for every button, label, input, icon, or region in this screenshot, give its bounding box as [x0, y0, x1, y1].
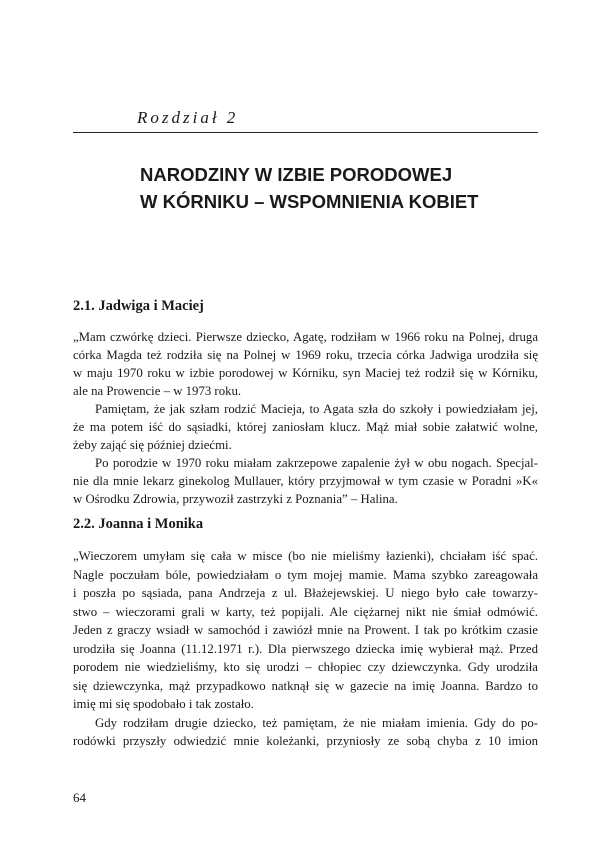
body-line: nie dla mnie lekarz ginekolog Mullauer, który przyjmował w tym czasie w Poradni »K«: [73, 474, 538, 488]
body-line: Po porodzie w 1970 roku miałam zakrzepowe zapalenie żył w obu nogach. Specjal-: [95, 456, 538, 470]
body-line: Pamiętam, że jak szłam rodzić Macieja, to Agata szła do szkoły i powiedziałam jej,: [95, 402, 538, 416]
body-line: rodówki przyszły odwiedzić mnie koleżanki, przyniosły ze sobą chyba z 10 imion: [73, 734, 538, 748]
body-line: stwo – wieczorami grali w karty, też popijali. Ale ciężarnej nikt nie śmiał odmówić.: [73, 604, 538, 619]
body-line: „Wieczorem umyłam się cała w misce (bo nie mieliśmy łazienki), chciałam iść spać.: [73, 549, 538, 563]
chapter-divider: [73, 132, 538, 133]
body-line: córka Magda też rodziła się na Polnej w 1969 roku, trzecia córka Jadwiga urodziła się: [73, 348, 538, 362]
section-heading-2-1: 2.1. Jadwiga i Maciej: [73, 298, 204, 314]
chapter-label: Rozdział 2: [137, 108, 239, 127]
body-line: i poszła po sąsiada, pana Andrzeja z ul. Błażejewskiej. U niego było całe towarzy-: [73, 586, 538, 600]
section-heading-2-2: 2.2. Joanna i Monika: [73, 516, 204, 532]
body-line: żeby zająć się później dziećmi.: [73, 438, 232, 452]
body-line: w maju 1970 roku w izbie porodowej w Kórniku, syn Maciej też rodził się w Kórniku,: [73, 366, 538, 380]
body-line: porodem nie wiedzieliśmy, kto się urodzi – chłopiec czy dziewczynka. Gdy urodziła: [73, 660, 538, 674]
body-line: się dziewczynka, mąż przypadkowo natknął się w gazecie na imię Joanna. Bardzo to: [73, 678, 538, 693]
body-line: „Mam czwórkę dzieci. Pierwsze dziecko, Agatę, rodziłam w 1966 roku na Polnej, druga: [73, 330, 538, 344]
page-number: 64: [73, 790, 86, 805]
chapter-title: [140, 161, 478, 215]
body-line: urodziła się Joanna (11.12.1971 r.). Dla pierwszego dziecka imię wybierał mąż. Przed: [73, 641, 538, 656]
body-line: w Ośrodku Zdrowia, przywoził zastrzyki z Poznania” – Halina.: [73, 492, 398, 506]
body-line: imię mi się spodobało i tak zostało.: [73, 697, 254, 711]
chapter-title-line-2: W KÓRNIKU – WSPOMNIENIA KOBIET: [140, 191, 479, 212]
body-line: że ma potem iść do sąsiadki, której zaniosłam klucz. Mąż miał sobie załatwić wolne,: [73, 420, 538, 434]
body-line: Gdy rodziłam drugie dziecko, też pamiętam, że nie miałam imienia. Gdy do po-: [95, 715, 538, 730]
body-line: Nagle poczułam bóle, powiedziałam o tym mojej mamie. Mama szybko zareagowała: [73, 567, 538, 582]
chapter-title-line-1: NARODZINY W IZBIE PORODOWEJ: [140, 164, 453, 185]
body-line: Jeden z graczy wsiadł w samochód i zawiózł mnie na Prowent. I tak po krótkim czasie: [73, 623, 538, 637]
body-line: ale na Prowencie – w 1973 roku.: [73, 384, 242, 398]
